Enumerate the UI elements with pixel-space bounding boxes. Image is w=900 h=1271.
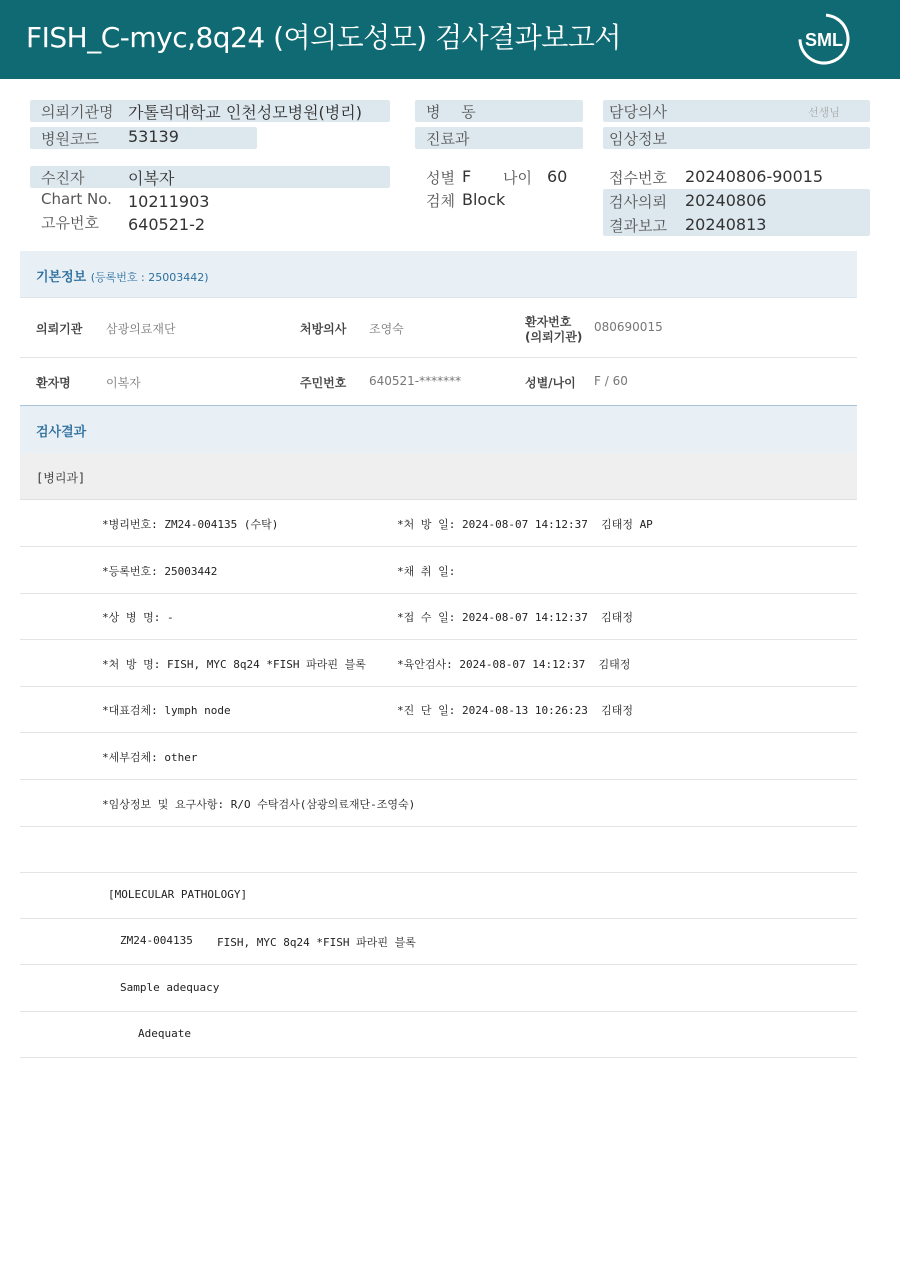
receipt-no-value: 20240806-90015 bbox=[685, 167, 824, 186]
adequacy-value-row bbox=[20, 1011, 857, 1058]
result-row bbox=[20, 686, 857, 733]
chart-label: Chart No. bbox=[41, 190, 112, 208]
prescriber-val: 조영숙 bbox=[369, 322, 404, 336]
gross-exam-date: *육안검사: 2024-08-07 14:12:37 김태정 bbox=[397, 658, 631, 671]
result-header bbox=[20, 406, 857, 453]
clinical-request: *임상정보 및 요구사항: R/O 수탁검사(삼광의료재단-조영숙) bbox=[102, 798, 416, 811]
result-title: 검사결과 bbox=[36, 425, 87, 440]
request-date-label: 검사의뢰 bbox=[609, 193, 667, 211]
department-header bbox=[20, 453, 857, 500]
sml-logo-text: SML bbox=[805, 30, 843, 50]
molecular-header-row bbox=[20, 872, 857, 919]
report-date-label: 결과보고 bbox=[609, 217, 667, 235]
request-date-value: 20240806 bbox=[685, 191, 767, 210]
patient-no-key: 환자번호 bbox=[525, 315, 572, 329]
result-row-empty bbox=[20, 826, 857, 873]
detail-specimen: *세부검체: other bbox=[102, 751, 198, 764]
sample-adequacy-value: Adequate bbox=[138, 1027, 191, 1040]
basic-info-row-2 bbox=[20, 358, 857, 406]
result-row bbox=[20, 547, 857, 594]
report-title-bar bbox=[0, 0, 900, 79]
molecular-header: [MOLECULAR PATHOLOGY] bbox=[108, 888, 248, 901]
patient-name-val: 이복자 bbox=[106, 376, 141, 390]
report-title: FISH_C-myc,8q24 (여의도성모) 검사결과보고서 bbox=[26, 21, 621, 54]
sex-age-val: F / 60 bbox=[594, 374, 628, 388]
adequacy-label-row bbox=[20, 965, 857, 1012]
specimen-label: 검체 bbox=[426, 192, 455, 210]
pathology-number: *병리번호: ZM24-004135 (수탁) bbox=[102, 518, 279, 531]
prescriber-key: 처방의사 bbox=[300, 322, 347, 336]
report-date-value: 20240813 bbox=[685, 215, 767, 234]
result-row bbox=[20, 640, 857, 687]
unique-no-label: 고유번호 bbox=[41, 214, 99, 232]
patient-value: 이복자 bbox=[128, 169, 175, 188]
molecular-test-name: FISH, MYC 8q24 *FISH 파라핀 블록 bbox=[217, 936, 416, 949]
representative-specimen: *대표검체: lymph node bbox=[102, 704, 231, 717]
basic-info-title-text: 기본정보 bbox=[36, 270, 87, 285]
age-value: 60 bbox=[547, 167, 568, 186]
registration-no-line: *등록번호: 25003442 bbox=[102, 565, 218, 578]
diagnosis-date: *진 단 일: 2024-08-13 10:26:23 김태정 bbox=[397, 704, 633, 717]
basic-info-title bbox=[36, 266, 209, 285]
specimen-value: Block bbox=[462, 190, 506, 209]
basic-info-row-1 bbox=[20, 298, 857, 358]
receipt-no-label: 접수번호 bbox=[609, 169, 667, 187]
sample-adequacy-label: Sample adequacy bbox=[120, 981, 220, 994]
hospital-code-label: 병원코드 bbox=[41, 130, 99, 148]
sex-label: 성별 bbox=[426, 169, 455, 187]
department-name: [병리과] bbox=[36, 471, 86, 485]
patient-label: 수진자 bbox=[41, 169, 85, 187]
molecular-test-row bbox=[20, 918, 857, 965]
result-row bbox=[20, 500, 857, 547]
resident-no-val: 640521-******* bbox=[369, 374, 462, 388]
molecular-test-id: ZM24-004135 bbox=[120, 934, 193, 947]
patient-no-val: 080690015 bbox=[594, 320, 663, 334]
result-row bbox=[20, 780, 857, 827]
patient-no-key-sub: (의뢰기관) bbox=[525, 330, 583, 344]
basic-info-header bbox=[20, 251, 857, 298]
age-label: 나이 bbox=[503, 169, 532, 187]
result-row bbox=[20, 733, 857, 780]
doctor-label: 담당의사 bbox=[609, 103, 667, 121]
prescription-date: *처 방 일: 2024-08-07 14:12:37 김태정 AP bbox=[397, 518, 653, 531]
sex-value: F bbox=[462, 167, 472, 186]
patient-name-key: 환자명 bbox=[36, 376, 71, 390]
resident-no-key: 주민번호 bbox=[300, 376, 347, 390]
prescription-name: *처 방 명: FISH, MYC 8q24 *FISH 파라핀 블록 bbox=[102, 658, 366, 671]
unique-no-value: 640521-2 bbox=[128, 215, 206, 234]
sml-logo bbox=[796, 12, 854, 66]
hospital-code-value: 53139 bbox=[128, 127, 179, 146]
referral-org-val: 삼광의료재단 bbox=[106, 322, 176, 336]
sex-age-key: 성별/나이 bbox=[525, 376, 576, 390]
collection-date: *채 취 일: bbox=[397, 565, 456, 578]
doctor-suffix: 선생님 bbox=[808, 106, 840, 119]
referral-org-value: 가톨릭대학교 인천성모병원(병리) bbox=[128, 103, 362, 122]
result-row bbox=[20, 593, 857, 640]
diagnosis-name: *상 병 명: - bbox=[102, 611, 174, 624]
clinical-info-label: 임상정보 bbox=[609, 130, 667, 148]
chart-value: 10211903 bbox=[128, 192, 210, 211]
department-label: 진료과 bbox=[426, 130, 470, 148]
ward-label: 병 동 bbox=[426, 103, 484, 121]
referral-org-label: 의뢰기관명 bbox=[41, 103, 114, 121]
registration-number: (등록번호 : 25003442) bbox=[90, 271, 209, 284]
receipt-date: *접 수 일: 2024-08-07 14:12:37 김태정 bbox=[397, 611, 633, 624]
referral-org-key: 의뢰기관 bbox=[36, 322, 83, 336]
